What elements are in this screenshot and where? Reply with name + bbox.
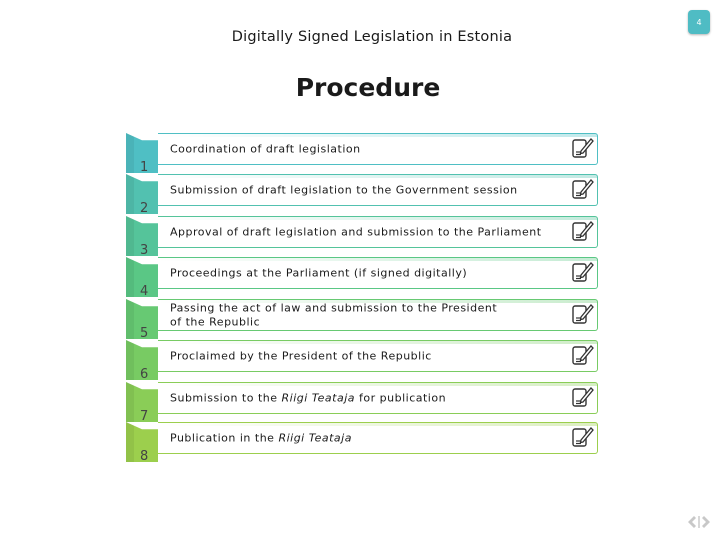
step-bar <box>158 299 598 331</box>
step-text-line2: of the Republic <box>170 315 261 328</box>
nav-divider <box>698 516 700 528</box>
step-bar <box>158 133 598 165</box>
step-number: 1 <box>140 160 149 175</box>
step-text-italic: Riigi Teataja <box>278 431 352 445</box>
step-text-prefix: Submission to the <box>170 391 282 405</box>
step-bar <box>158 174 598 206</box>
step-row <box>126 382 598 422</box>
document-edit-icon[interactable] <box>571 219 595 243</box>
step-row <box>126 257 598 297</box>
document-edit-icon[interactable] <box>571 136 595 160</box>
step-text: Coordination of draft legislation <box>170 142 361 156</box>
step-text-line1: Passing the act of law and submission to the President <box>170 301 498 315</box>
step-row <box>126 422 598 462</box>
step-row <box>126 216 598 256</box>
document-edit-icon[interactable] <box>571 385 595 409</box>
chevron-left-icon[interactable] <box>688 516 696 528</box>
document-edit-icon[interactable] <box>571 343 595 367</box>
step-bar <box>158 257 598 289</box>
presentation-subtitle: Digitally Signed Legislation in Estonia <box>231 29 513 45</box>
step-text: Submission of draft legislation to the Government session <box>170 183 518 197</box>
step-text: Approval of draft legislation and submission to the Parliament <box>170 225 542 239</box>
step-number: 3 <box>140 243 149 258</box>
step-number: 7 <box>140 409 149 424</box>
step-number: 6 <box>140 367 149 382</box>
step-number: 8 <box>140 449 149 464</box>
step-number: 5 <box>140 326 149 341</box>
step-bar <box>158 340 598 372</box>
step-text <box>170 391 570 405</box>
document-edit-icon[interactable] <box>571 177 595 201</box>
step-number: 2 <box>140 201 149 216</box>
step-bar <box>158 382 598 414</box>
chevron-right-icon[interactable] <box>702 516 710 528</box>
step-number: 4 <box>140 284 149 299</box>
page-number-badge: 4 <box>688 10 710 34</box>
step-text-prefix: Publication in the <box>170 431 279 445</box>
document-edit-icon[interactable] <box>571 302 595 326</box>
step-row <box>126 174 598 214</box>
document-edit-icon[interactable] <box>571 260 595 284</box>
step-text <box>170 302 570 329</box>
step-bar <box>158 216 598 248</box>
step-row <box>126 133 598 173</box>
step-text-italic: Riigi Teataja <box>281 391 356 405</box>
step-text: Proceedings at the Parliament (if signed digitally) <box>170 266 468 280</box>
step-row <box>126 340 598 380</box>
slide-navigation <box>686 514 712 530</box>
step-text <box>170 431 570 445</box>
document-edit-icon[interactable] <box>571 425 595 449</box>
step-text-suffix: for publication <box>355 391 447 405</box>
step-text: Proclaimed by the President of the Republic <box>170 349 432 363</box>
slide-title: Procedure <box>295 73 441 102</box>
step-row <box>126 299 598 339</box>
step-bar <box>158 422 598 454</box>
